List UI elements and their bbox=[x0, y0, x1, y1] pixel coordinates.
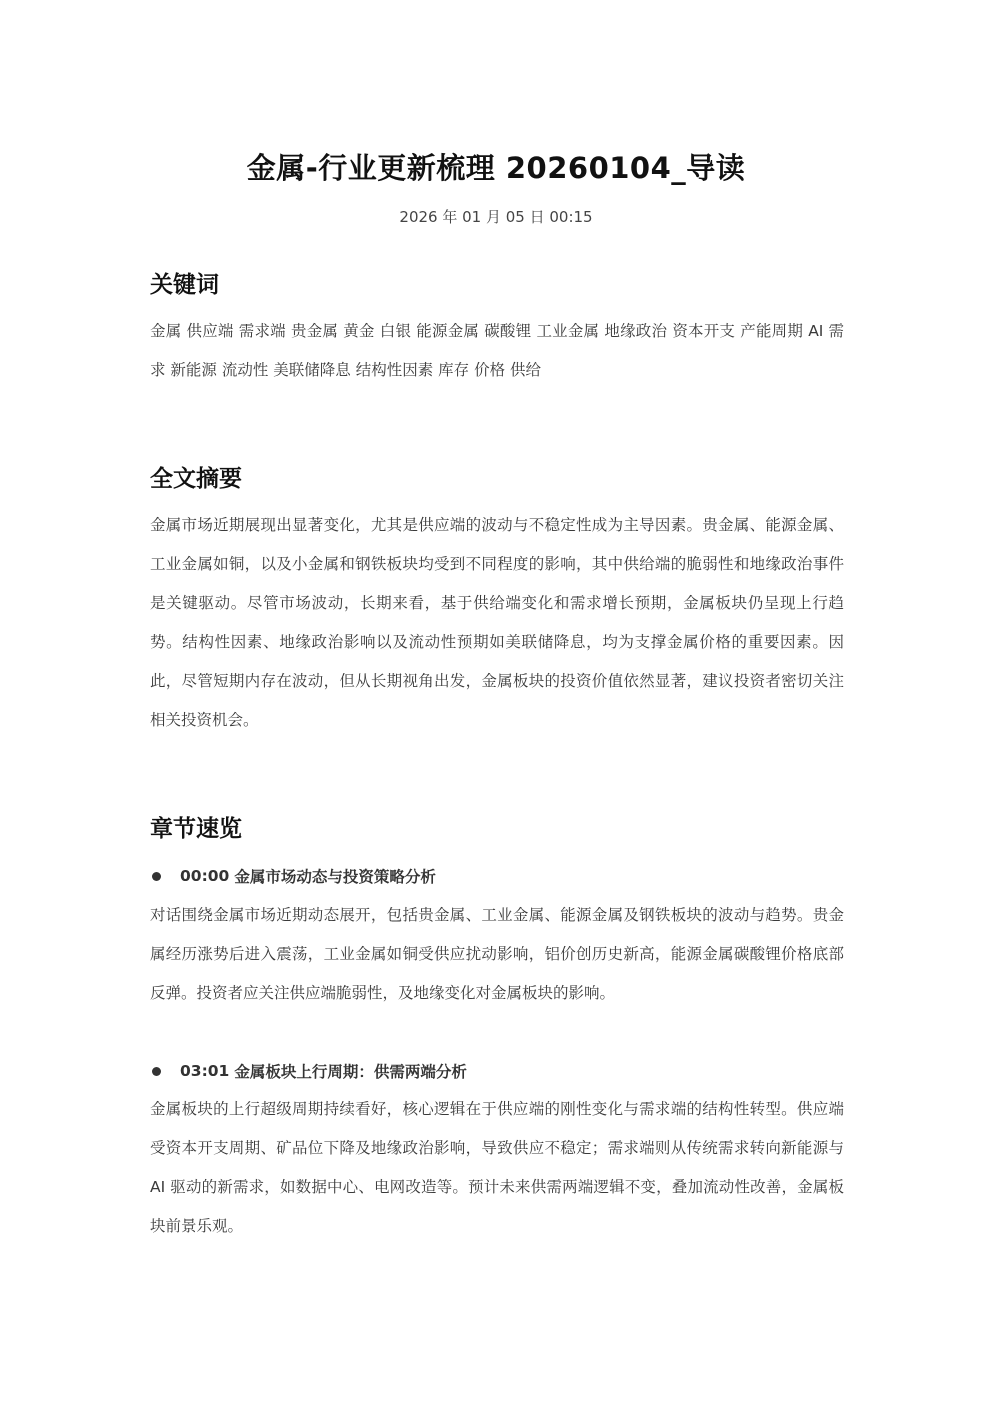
summary-heading: 全文摘要 bbox=[150, 466, 242, 492]
chapter-timestamp: 00:00 bbox=[180, 867, 230, 885]
chapter-text: 金属板块的上行超级周期持续看好，核心逻辑在于供应端的刚性变化与需求端的结构性转型。供应端受资本开支周期、矿品位下降及地缘政治影响，导致供应不稳定；需求端则从传统需求转向新能源与 AI 驱动的新需求，如数据中心、电网改造等。预计未来供需两端逻辑不变，叠加流动性改善，金属板块前景乐观。 bbox=[150, 1100, 844, 1235]
chapter-timestamp: 03:01 bbox=[180, 1062, 230, 1080]
bullet-icon bbox=[152, 1067, 161, 1076]
keywords-text: 金属 供应端 需求端 贵金属 黄金 白银 能源金属 碳酸锂 工业金属 地缘政治 资本开支 产能周期 AI 需求 新能源 流动性 美联储降息 结构性因素 库存 价格 供给 bbox=[150, 322, 844, 379]
document-date: 2026 年 01 月 05 日 00:15 bbox=[399, 208, 593, 226]
chapter-heading bbox=[150, 864, 436, 888]
chapter-text: 对话围绕金属市场近期动态展开，包括贵金属、工业金属、能源金属及钢铁板块的波动与趋势。贵金属经历涨势后进入震荡，工业金属如铜受供应扰动影响，铝价创历史新高，能源金属碳酸锂价格底部反弹。投资者应关注供应端脆弱性，及地缘变化对金属板块的影响。 bbox=[150, 906, 844, 1002]
chapter-heading bbox=[150, 1059, 467, 1083]
chapter-title: 金属板块上行周期：供需两端分析 bbox=[234, 1063, 467, 1081]
summary-text: 金属市场近期展现出显著变化，尤其是供应端的波动与不稳定性成为主导因素。贵金属、能源金属、工业金属如铜，以及小金属和钢铁板块均受到不同程度的影响，其中供给端的脆弱性和地缘政治事件是关键驱动。尽管市场波动，长期来看，基于供给端变化和需求增长预期，金属板块仍呈现上行趋势。结构性因素、地缘政治影响以及流动性预期如美联储降息，均为支撑金属价格的重要因素。因此，尽管短期内存在波动，但从长期视角出发，金属板块的投资价值依然显著，建议投资者密切关注相关投资机会。 bbox=[150, 516, 844, 729]
chapters-heading: 章节速览 bbox=[150, 816, 242, 842]
keywords-heading: 关键词 bbox=[150, 272, 219, 298]
chapter-title: 金属市场动态与投资策略分析 bbox=[234, 868, 436, 886]
bullet-icon bbox=[152, 872, 161, 881]
document-title: 金属-行业更新梳理 20260104_导读 bbox=[246, 151, 746, 185]
